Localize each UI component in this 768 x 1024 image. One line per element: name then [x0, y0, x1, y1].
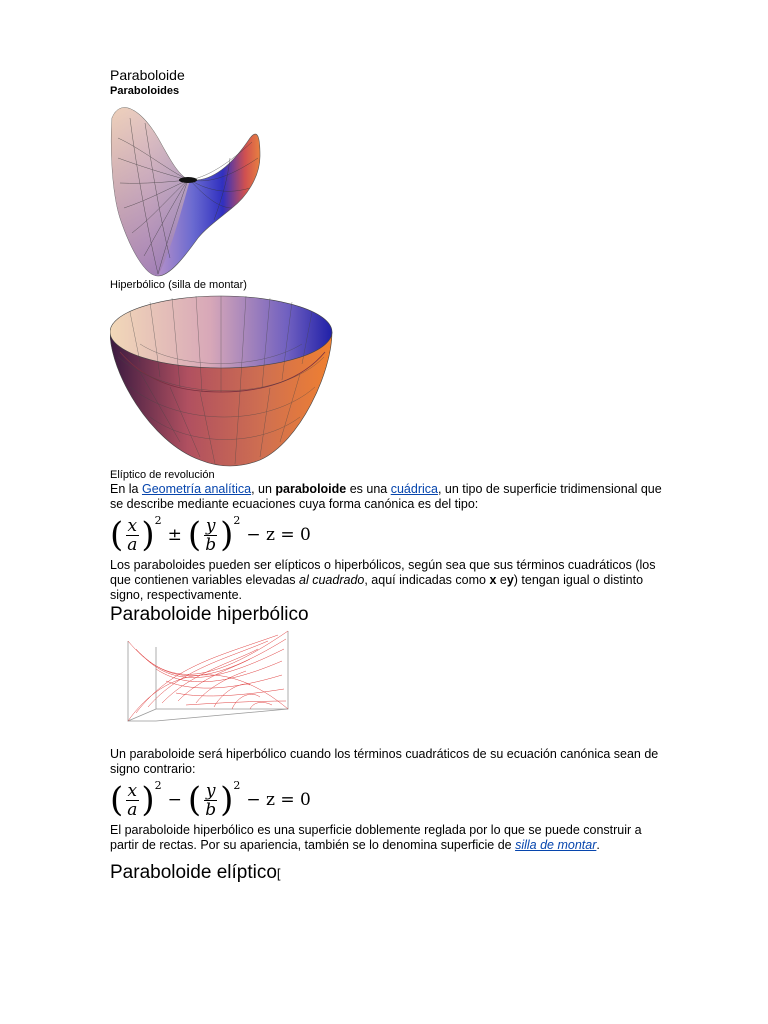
- bold-variable: x: [489, 573, 497, 587]
- hiperbolico-paragraph: Un paraboloide será hiperbólico cuando los términos cuadráticos de su ecuación canónica sean de signo contrario:: [110, 747, 659, 776]
- math-paren: ): [141, 780, 155, 820]
- bold-variable: y: [506, 573, 514, 587]
- math-exponent: 2: [154, 514, 162, 527]
- intro-bold-term: paraboloide: [275, 482, 347, 496]
- math-paren: (: [187, 780, 202, 820]
- math-numerator: y: [205, 515, 216, 536]
- bowl-figure: [110, 292, 340, 468]
- math-paren: (: [110, 515, 124, 555]
- math-fraction: [125, 517, 139, 554]
- math-fraction: [203, 782, 218, 819]
- wireframe-saddle-image: [126, 627, 306, 747]
- paraboloid-types-paragraph: [110, 558, 670, 603]
- math-rest: − z = 0: [246, 525, 311, 545]
- math-paren: ): [220, 780, 234, 820]
- heading-paraboloide-eliptico: [110, 861, 670, 886]
- italic-term: al cuadrado: [299, 573, 365, 587]
- math-exponent: 2: [233, 779, 241, 792]
- body-text: El paraboloide hiperbólico es una superficie doblemente reglada por lo que se puede construir a partir de rectas. Por su apariencia, también se lo denomina superficie de: [110, 823, 642, 852]
- math-denominator: a: [127, 799, 138, 820]
- math-denominator: b: [205, 799, 217, 820]
- math-exponent: 2: [233, 514, 241, 527]
- math-paren: (: [187, 515, 202, 555]
- formula-general: [110, 512, 670, 558]
- document-page: [110, 66, 670, 886]
- saddle-caption: Hiperbólico (silla de montar): [110, 279, 247, 291]
- document-subtitle: Paraboloides: [110, 85, 180, 97]
- link-geometria-analitica[interactable]: Geometría analítica: [141, 482, 252, 496]
- reglada-paragraph: [110, 823, 670, 853]
- heading-text: Paraboloide elíptico: [110, 862, 277, 883]
- body-text: e: [496, 573, 507, 587]
- math-operator: −: [167, 790, 182, 810]
- math-paren: ): [141, 515, 155, 555]
- formula-hiperbolico: [110, 777, 670, 823]
- bowl-surface-image: [110, 292, 340, 468]
- saddle-surface-image: [110, 98, 280, 278]
- math-paren: ): [220, 515, 234, 555]
- intro-text: , un tipo de superficie tridimensional que se describe mediante ecuaciones cuya forma canónica es del tipo:: [110, 482, 662, 511]
- heading-paraboloide-hiperbolico: Paraboloide hiperbólico: [110, 604, 309, 625]
- edit-bracket[interactable]: [: [276, 866, 281, 881]
- intro-paragraph: [110, 482, 670, 512]
- math-denominator: b: [205, 534, 217, 555]
- math-operator: ±: [167, 525, 182, 545]
- link-cuadrica[interactable]: cuádrica: [390, 482, 438, 496]
- wireframe-figure: [126, 627, 306, 747]
- math-fraction: [203, 517, 218, 554]
- intro-text: , un: [251, 482, 276, 496]
- link-silla-de-montar[interactable]: silla de montar: [515, 838, 597, 852]
- saddle-figure: [110, 98, 280, 278]
- intro-text: es una: [346, 482, 391, 496]
- body-text: .: [596, 838, 600, 852]
- body-text: , aquí indicadas como: [364, 573, 490, 587]
- math-exponent: 2: [154, 779, 162, 792]
- math-denominator: a: [127, 534, 138, 555]
- math-rest: − z = 0: [246, 790, 311, 810]
- body-text: ) tengan igual o distinto signo, respectivamente.: [110, 573, 644, 602]
- bowl-caption: Elíptico de revolución: [110, 469, 215, 481]
- math-numerator: y: [205, 780, 216, 801]
- math-fraction: [125, 782, 139, 819]
- math-numerator: x: [127, 780, 138, 801]
- document-title: Paraboloide: [110, 67, 185, 83]
- math-paren: (: [110, 780, 124, 820]
- math-numerator: x: [127, 515, 138, 536]
- intro-text: En la: [110, 482, 142, 496]
- body-text: Los paraboloides pueden ser elípticos o hiperbólicos, según sea que sus términos cuadráticos (los que contienen variables elevadas: [110, 558, 656, 587]
